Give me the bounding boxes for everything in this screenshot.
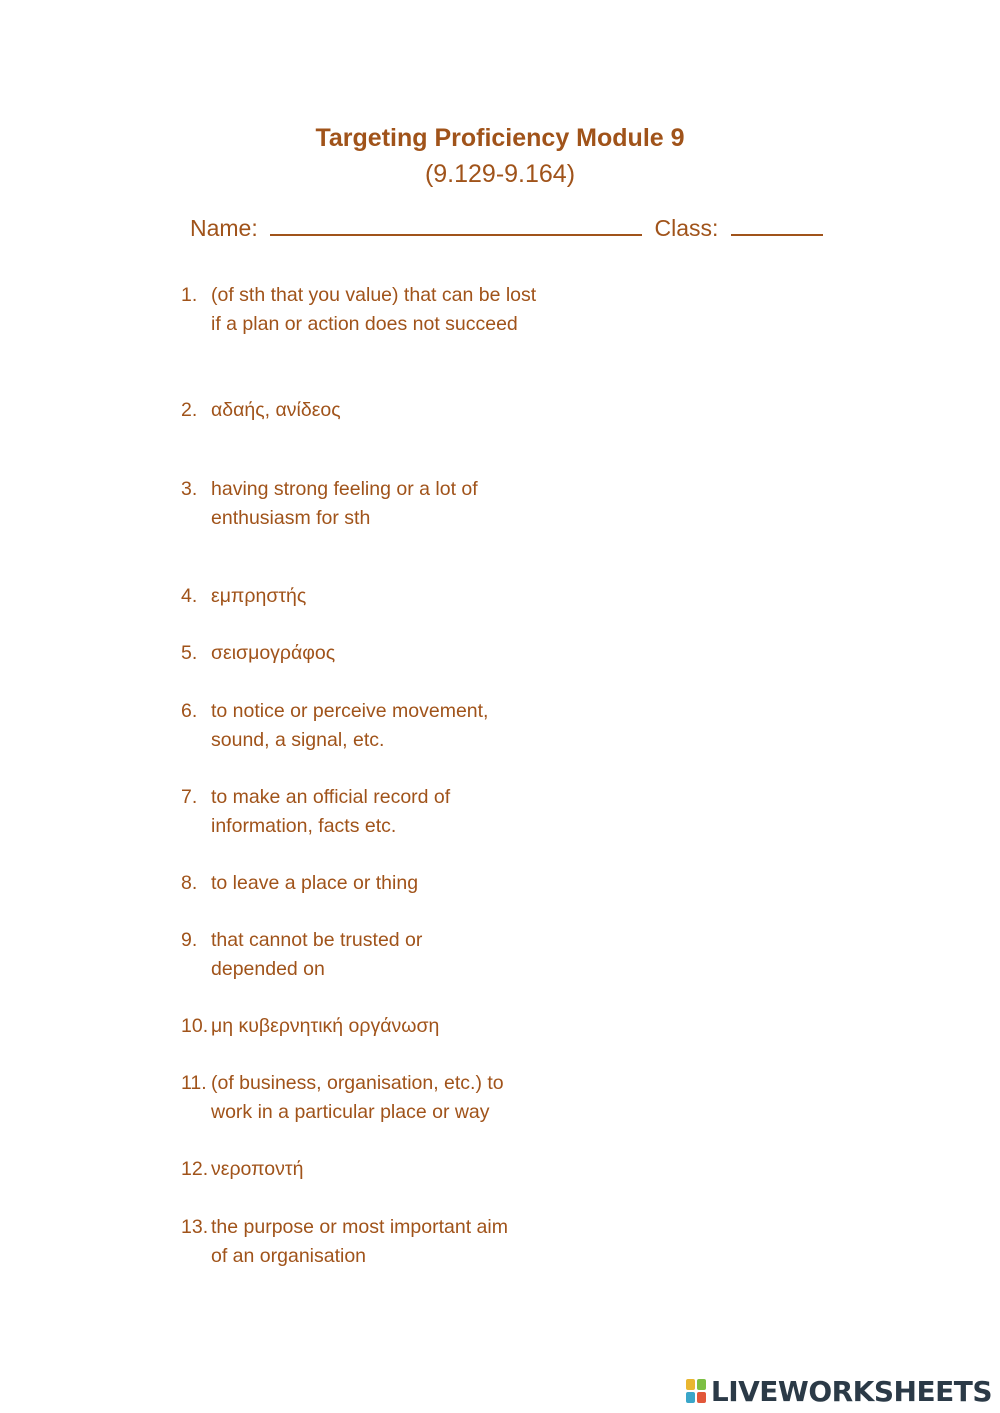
name-label: Name: <box>190 215 258 241</box>
list-item <box>181 1213 561 1271</box>
student-info-line <box>190 215 823 242</box>
list-item <box>181 1012 561 1041</box>
item-number: 6. <box>181 700 198 722</box>
list-item <box>181 926 561 984</box>
item-text: to leave a place or thing <box>211 872 419 894</box>
list-item <box>181 1155 561 1184</box>
liveworksheets-logo[interactable] <box>686 1375 992 1407</box>
item-number: 11. <box>181 1072 207 1094</box>
item-number: 10. <box>181 1015 209 1037</box>
item-text: the purpose or most important aim of an organisation <box>211 1216 508 1267</box>
item-number: 3. <box>181 478 198 500</box>
page-title: Targeting Proficiency Module 9 <box>315 124 685 152</box>
logo-text: LIVEWORKSHEETS <box>710 1374 992 1408</box>
list-item <box>181 582 561 611</box>
list-item <box>181 639 561 668</box>
item-text: (of sth that you value) that can be lost if a plan or action does not succeed <box>211 284 537 335</box>
logo-square-green <box>697 1379 706 1390</box>
item-number: 5. <box>181 642 198 664</box>
item-text: σεισμογράφος <box>211 642 336 664</box>
item-number: 9. <box>181 929 198 951</box>
item-text: that cannot be trusted or depended on <box>211 929 423 980</box>
page-subtitle: (9.129-9.164) <box>424 160 576 188</box>
item-text: to notice or perceive movement, sound, a signal, etc. <box>211 700 489 751</box>
item-number: 2. <box>181 399 198 421</box>
item-text: to make an official record of information, facts etc. <box>211 786 451 837</box>
logo-square-yellow <box>686 1379 695 1390</box>
name-field[interactable] <box>270 216 642 236</box>
item-text: νεροποντή <box>211 1158 304 1180</box>
item-number: 13. <box>181 1216 209 1238</box>
class-field[interactable] <box>731 216 823 236</box>
list-item <box>181 475 561 533</box>
item-text: having strong feeling or a lot of enthusiasm for sth <box>211 478 478 529</box>
class-label: Class: <box>654 215 719 241</box>
logo-square-red <box>697 1392 706 1403</box>
item-number: 7. <box>181 786 198 808</box>
list-item <box>181 1069 561 1127</box>
liveworksheets-logo-icon <box>686 1378 708 1404</box>
list-item <box>181 281 561 339</box>
item-number: 8. <box>181 872 198 894</box>
item-number: 12. <box>181 1158 209 1180</box>
item-text: αδαής, ανίδεος <box>211 399 341 421</box>
item-number: 1. <box>181 284 198 306</box>
item-text: εμπρηστής <box>211 585 307 607</box>
item-number: 4. <box>181 585 198 607</box>
list-item <box>181 869 561 898</box>
item-text: (of business, organisation, etc.) to work in a particular place or way <box>211 1072 504 1123</box>
logo-square-blue <box>686 1392 695 1403</box>
item-text: μη κυβερνητική οργάνωση <box>211 1015 440 1037</box>
list-item <box>181 396 561 425</box>
list-item <box>181 783 561 841</box>
list-item <box>181 697 561 755</box>
